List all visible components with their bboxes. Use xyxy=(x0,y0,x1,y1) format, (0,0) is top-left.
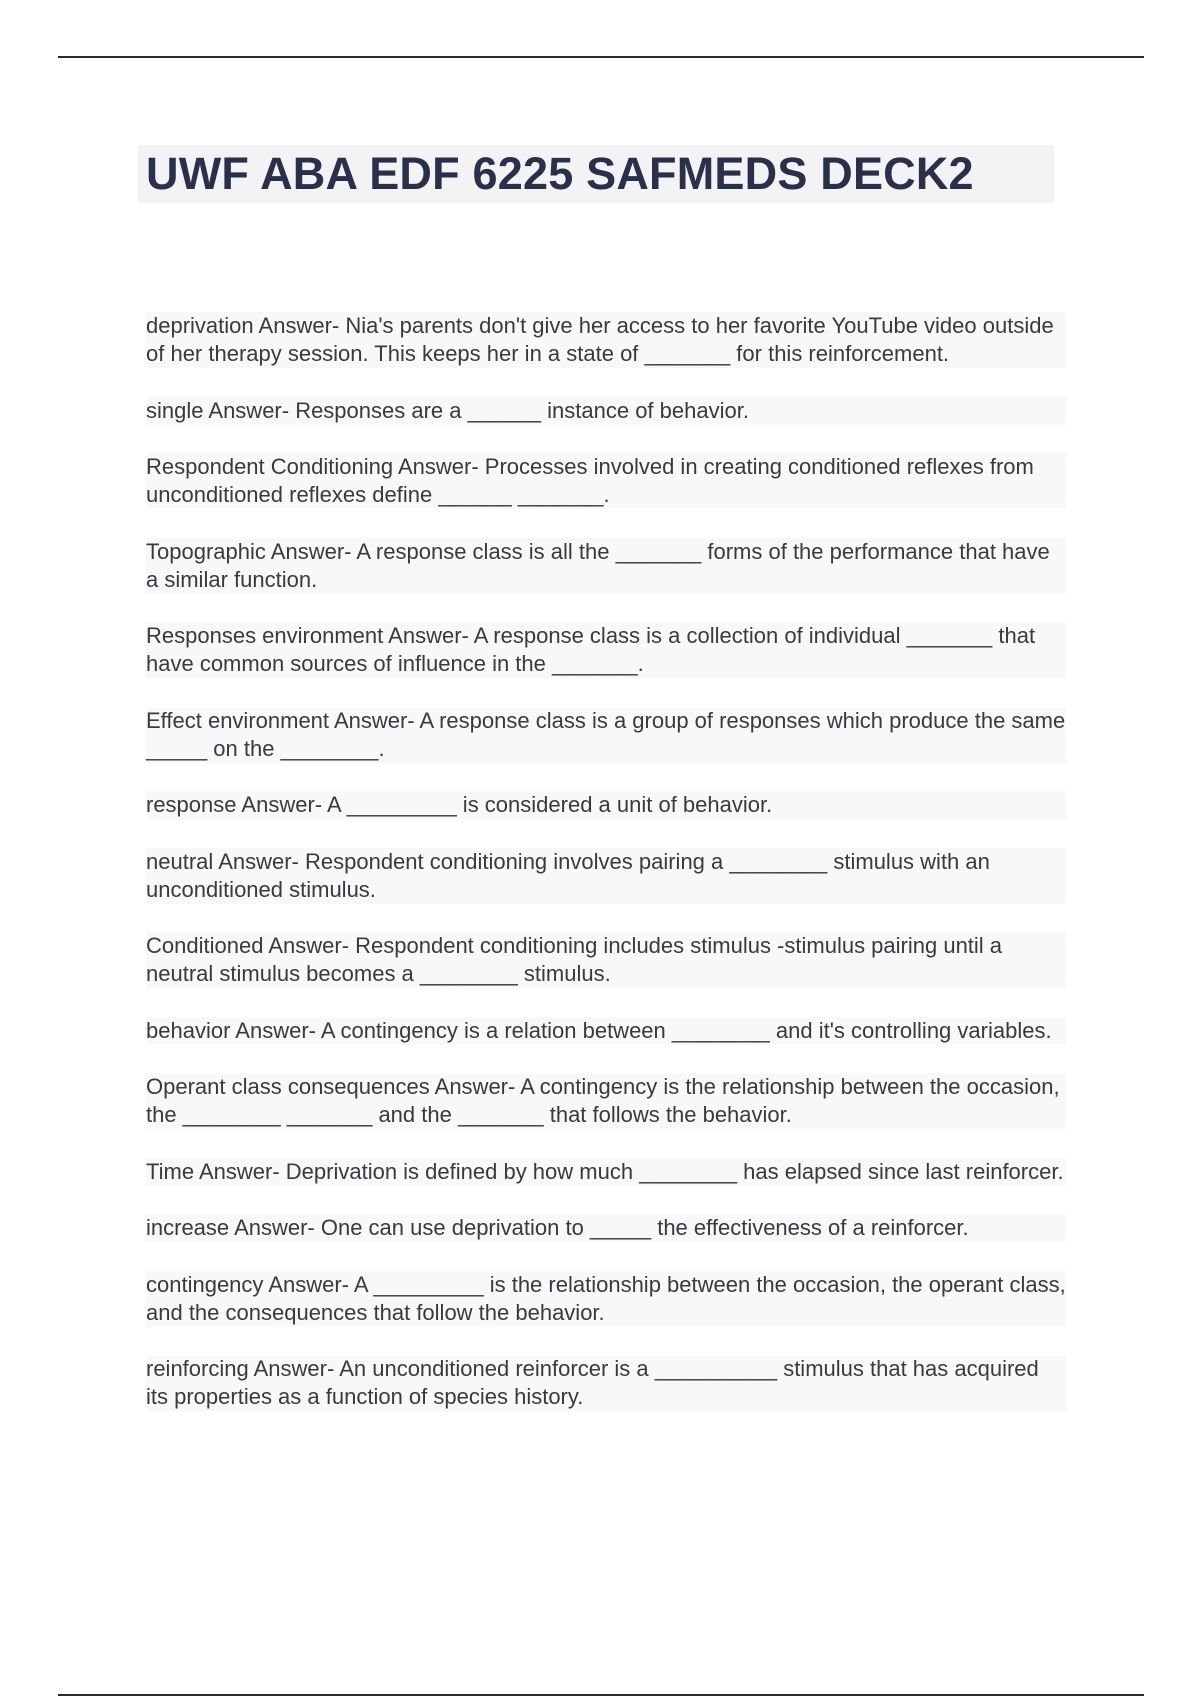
card-term: contingency xyxy=(146,1271,264,1297)
card-answer: Answer- Respondent conditioning includes stimulus -stimulus pairing until a neutral stimulus becomes a ________ stimulus. xyxy=(146,933,1003,986)
flashcard xyxy=(146,1214,1066,1242)
flashcard xyxy=(146,1355,1066,1411)
card-answer: Answer- Deprivation is defined by how much ________ has elapsed since last reinforcer. xyxy=(198,1158,1064,1184)
card-answer: Answer- A response class is a group of responses which produce the same _____ on the ________. xyxy=(146,707,1066,761)
page-title: UWF ABA EDF 6225 SAFMEDS DECK2 xyxy=(146,148,974,199)
title-banner xyxy=(138,145,1054,203)
card-answer: Answer- A _________ is considered a unit of behavior. xyxy=(241,792,773,817)
card-answer: Answer- A contingency is the relationship between the occasion, the ________ _______ and the _______ that follows the behavior. xyxy=(146,1074,1060,1127)
card-term: Respondent Conditioning xyxy=(146,454,394,479)
card-answer: Answer- Nia's parents don't give her access to her favorite YouTube video outside of her therapy session. This keeps her in a state of _______ for this reinforcement. xyxy=(146,313,1054,366)
card-term: Conditioned xyxy=(146,933,264,958)
card-term: Time xyxy=(146,1158,195,1184)
card-answer: Answer- Responses are a ______ instance of behavior. xyxy=(208,397,749,423)
card-answer: Answer- Processes involved in creating conditioned reflexes from unconditioned reflexes define ______ _______. xyxy=(146,454,1034,507)
flashcard xyxy=(146,397,1066,425)
flashcard xyxy=(146,622,1066,678)
flashcard xyxy=(146,791,1066,819)
card-term: increase xyxy=(146,1215,230,1240)
flashcard xyxy=(146,453,1066,509)
flashcard xyxy=(146,312,1066,368)
card-term: reinforcing xyxy=(146,1356,249,1381)
card-term: response xyxy=(146,792,237,817)
card-answer: Answer- An unconditioned reinforcer is a __________ stimulus that has acquired its properties as a function of species history. xyxy=(146,1356,1039,1409)
card-term: behavior xyxy=(146,1017,231,1043)
card-term: neutral xyxy=(146,848,214,874)
card-term: Responses environment xyxy=(146,623,384,648)
flashcard xyxy=(146,1158,1066,1186)
card-term: deprivation xyxy=(146,313,254,338)
flashcard xyxy=(146,1017,1066,1045)
flashcard xyxy=(146,1271,1066,1327)
card-term: Topographic xyxy=(146,538,266,564)
card-term: Operant class consequences xyxy=(146,1074,430,1099)
card-term: single xyxy=(146,397,204,423)
flashcard xyxy=(146,538,1066,594)
card-answer: Answer- A response class is all the _______ forms of the performance that have a similar function. xyxy=(146,538,1050,592)
flashcard xyxy=(146,707,1066,763)
bottom-divider xyxy=(58,1694,1144,1696)
flashcard xyxy=(146,1073,1066,1129)
card-answer: Answer- A _________ is the relationship between the occasion, the operant class, and the consequences that follow the behavior. xyxy=(146,1271,1066,1325)
card-answer: Answer- Respondent conditioning involves pairing a ________ stimulus with an unconditioned stimulus. xyxy=(146,848,990,902)
flashcard xyxy=(146,932,1066,988)
top-divider xyxy=(58,56,1144,58)
flashcard xyxy=(146,848,1066,904)
card-term: Effect environment xyxy=(146,707,330,733)
card-answer: Answer- A contingency is a relation between ________ and it's controlling variables. xyxy=(235,1017,1052,1043)
card-answer: Answer- A response class is a collection of individual _______ that have common sources of influence in the _______. xyxy=(146,623,1036,676)
flashcard-list xyxy=(146,312,1066,1440)
card-answer: Answer- One can use deprivation to _____ the effectiveness of a reinforcer. xyxy=(234,1215,969,1240)
